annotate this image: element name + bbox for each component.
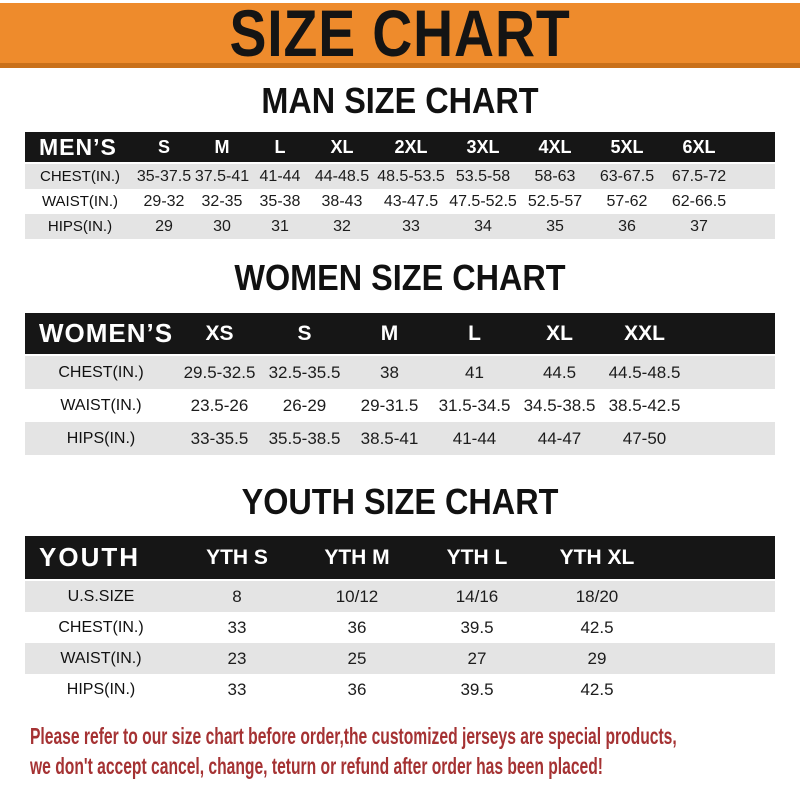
women-size-col-4: XL	[517, 313, 602, 356]
men-cell-2-8: 37	[690, 217, 708, 235]
men-cell-2-0: 29	[155, 217, 173, 235]
youth-cell-0-1: 10/12	[335, 586, 379, 606]
men-cell-0-2: 41-44	[259, 167, 301, 185]
men-cell-2-3: 32	[333, 217, 351, 235]
youth-cell-1-0: 33	[227, 617, 247, 637]
size-table-women	[25, 313, 775, 455]
women-cell-0-5: 44.5-48.5	[608, 362, 681, 382]
men-cell-0-3: 44-48.5	[314, 167, 370, 185]
size-charts-container	[0, 80, 800, 705]
men-size-col-4: 2XL	[375, 132, 447, 164]
body-youth	[25, 581, 775, 705]
women-row-label-2: HIPS(IN.)	[66, 429, 136, 447]
header-row-men	[25, 132, 775, 164]
youth-row-label-0: U.S.SIZE	[67, 587, 135, 605]
header-bar-women	[25, 313, 775, 356]
women-cell-1-1: 26-29	[282, 395, 327, 415]
men-cell-0-1: 37.5-41	[194, 167, 250, 185]
men-cell-0-4: 48.5-53.5	[377, 167, 445, 185]
youth-row-fill-2	[657, 643, 775, 674]
body-men	[25, 164, 775, 239]
women-cell-0-3: 41	[465, 362, 484, 382]
size-chart-banner	[0, 0, 800, 70]
men-row-0	[25, 164, 775, 189]
youth-cell-1-1: 36	[347, 617, 367, 637]
youth-cell-0-2: 14/16	[455, 586, 499, 606]
women-cell-2-5: 47-50	[622, 428, 667, 448]
men-cell-1-1: 32-35	[201, 192, 243, 210]
women-cell-1-0: 23.5-26	[190, 395, 249, 415]
men-size-col-5: 3XL	[447, 132, 519, 164]
men-cell-0-6: 58-63	[534, 167, 576, 185]
men-cell-2-7: 36	[618, 217, 636, 235]
women-cell-1-5: 38.5-42.5	[608, 395, 681, 415]
women-row-0	[25, 356, 775, 389]
women-cell-2-3: 41-44	[452, 428, 497, 448]
youth-cell-1-2: 39.5	[460, 617, 494, 637]
header-bar-men	[25, 132, 775, 164]
women-cell-2-2: 38.5-41	[360, 428, 419, 448]
men-cell-1-4: 43-47.5	[383, 192, 439, 210]
youth-cell-2-2: 27	[467, 648, 487, 668]
women-size-col-0: XS	[177, 313, 262, 356]
men-header-fill	[735, 132, 775, 164]
women-cell-2-0: 33-35.5	[190, 428, 249, 448]
youth-cell-1-3: 42.5	[580, 617, 614, 637]
women-size-col-5: XXL	[602, 313, 687, 356]
women-row-fill-2	[687, 422, 775, 455]
men-row-label-0: CHEST(IN.)	[40, 168, 120, 185]
men-row-2	[25, 214, 775, 239]
men-cell-1-8: 62-66.5	[671, 192, 727, 210]
men-size-col-7: 5XL	[591, 132, 663, 164]
women-cell-1-3: 31.5-34.5	[438, 395, 511, 415]
women-header-fill	[687, 313, 775, 356]
men-row-1	[25, 189, 775, 214]
men-row-label-1: WAIST(IN.)	[41, 193, 119, 210]
women-cell-1-4: 34.5-38.5	[523, 395, 596, 415]
men-row-fill-0	[735, 164, 775, 189]
women-cell-0-2: 38	[380, 362, 399, 382]
women-size-col-3: L	[432, 313, 517, 356]
youth-row-label-2: WAIST(IN.)	[60, 649, 142, 667]
youth-header-label: YOUTH	[25, 536, 177, 581]
men-cell-1-5: 47.5-52.5	[449, 192, 517, 210]
men-cell-1-6: 52.5-57	[527, 192, 583, 210]
women-header-label: WOMEN’S	[25, 313, 177, 356]
youth-row-label-3: HIPS(IN.)	[66, 680, 136, 698]
women-cell-2-1: 35.5-38.5	[268, 428, 341, 448]
men-row-label-2: HIPS(IN.)	[47, 218, 113, 235]
header-bar-youth	[25, 536, 775, 581]
youth-size-col-3: YTH XL	[537, 536, 657, 581]
disclaimer-note	[30, 721, 677, 781]
men-cell-2-2: 31	[271, 217, 289, 235]
youth-header-fill	[657, 536, 775, 581]
men-cell-0-7: 63-67.5	[599, 167, 655, 185]
men-header-label: MEN’S	[25, 132, 135, 164]
men-cell-2-5: 34	[474, 217, 492, 235]
youth-row-fill-1	[657, 612, 775, 643]
women-cell-0-1: 32.5-35.5	[268, 362, 341, 382]
banner-title: SIZE CHART	[229, 0, 571, 70]
men-cell-0-0: 35-37.5	[136, 167, 192, 185]
men-size-col-1: M	[193, 132, 251, 164]
youth-row-2	[25, 643, 775, 674]
men-cell-1-3: 38-43	[321, 192, 363, 210]
women-row-fill-0	[687, 356, 775, 389]
women-cell-1-2: 29-31.5	[360, 395, 419, 415]
women-size-col-2: M	[347, 313, 432, 356]
section-title-youth: YOUTH SIZE CHART	[241, 481, 559, 522]
youth-cell-0-0: 8	[232, 586, 242, 606]
youth-row-fill-3	[657, 674, 775, 705]
men-size-col-3: XL	[309, 132, 375, 164]
youth-cell-2-0: 23	[227, 648, 247, 668]
youth-cell-0-3: 18/20	[575, 586, 619, 606]
youth-row-fill-0	[657, 581, 775, 612]
men-size-col-6: 4XL	[519, 132, 591, 164]
women-row-label-0: CHEST(IN.)	[58, 363, 144, 381]
men-row-fill-1	[735, 189, 775, 214]
youth-row-label-1: CHEST(IN.)	[58, 618, 144, 636]
youth-row-0	[25, 581, 775, 612]
youth-cell-2-1: 25	[347, 648, 367, 668]
men-size-col-8: 6XL	[663, 132, 735, 164]
youth-cell-3-0: 33	[227, 679, 247, 699]
men-cell-0-5: 53.5-58	[455, 167, 511, 185]
size-table-youth	[25, 536, 775, 705]
men-cell-2-1: 30	[213, 217, 231, 235]
section-title-women: WOMEN SIZE CHART	[234, 257, 566, 298]
size-table-men	[25, 132, 775, 239]
youth-cell-3-2: 39.5	[460, 679, 494, 699]
women-row-1	[25, 389, 775, 422]
women-row-2	[25, 422, 775, 455]
youth-cell-3-3: 42.5	[580, 679, 614, 699]
body-women	[25, 356, 775, 455]
men-size-col-0: S	[135, 132, 193, 164]
men-size-col-2: L	[251, 132, 309, 164]
youth-size-col-2: YTH L	[417, 536, 537, 581]
men-row-fill-2	[735, 214, 775, 239]
youth-cell-2-3: 29	[587, 648, 607, 668]
men-cell-0-8: 67.5-72	[671, 167, 727, 185]
youth-size-col-1: YTH M	[297, 536, 417, 581]
disclaimer-line-1: Please refer to our size chart before order,the customized jerseys are special products,	[30, 723, 677, 749]
youth-row-1	[25, 612, 775, 643]
women-row-label-1: WAIST(IN.)	[60, 396, 142, 414]
disclaimer-line-2: we don't accept cancel, change, teturn or refund after order has been placed!	[30, 753, 603, 779]
men-cell-2-6: 35	[546, 217, 564, 235]
women-cell-2-4: 44-47	[537, 428, 582, 448]
youth-cell-3-1: 36	[347, 679, 367, 699]
header-row-women	[25, 313, 775, 356]
women-row-fill-1	[687, 389, 775, 422]
women-cell-0-0: 29.5-32.5	[183, 362, 256, 382]
men-cell-2-4: 33	[402, 217, 420, 235]
men-cell-1-2: 35-38	[259, 192, 301, 210]
men-cell-1-0: 29-32	[143, 192, 185, 210]
women-size-col-1: S	[262, 313, 347, 356]
youth-size-col-0: YTH S	[177, 536, 297, 581]
header-row-youth	[25, 536, 775, 581]
youth-row-3	[25, 674, 775, 705]
men-cell-1-7: 57-62	[606, 192, 648, 210]
section-title-men: MAN SIZE CHART	[261, 80, 539, 121]
women-cell-0-4: 44.5	[542, 362, 577, 382]
